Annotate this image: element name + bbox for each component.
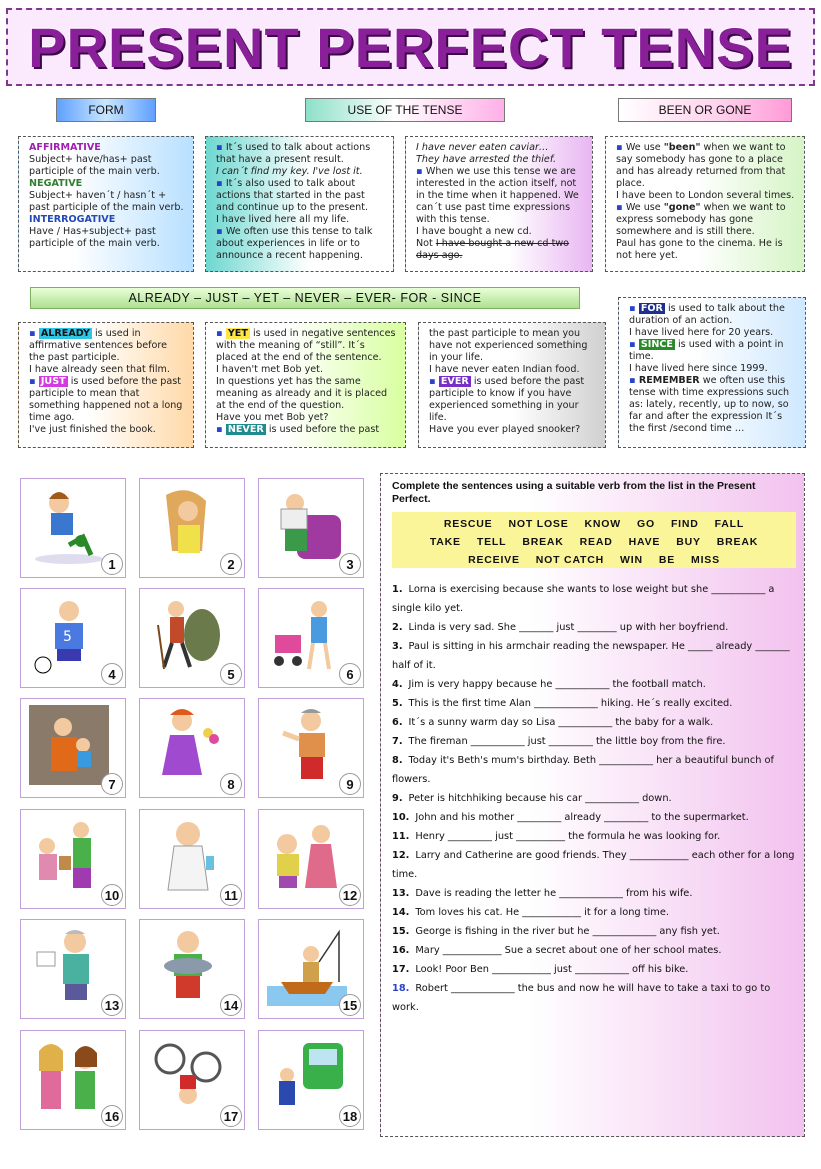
sentence-number: 18. (392, 983, 410, 994)
word: BE (658, 554, 676, 566)
bullet-icon: ▪ (216, 226, 226, 237)
word: HAVE (628, 536, 661, 548)
adverbs-bar: ALREADY – JUST – YET – NEVER – EVER- FOR - SINCE (30, 287, 580, 309)
woman-exercising-icon (29, 485, 109, 565)
sentence-item (392, 922, 796, 941)
been-example: I have been to London several times. (616, 190, 795, 201)
word: BREAK (716, 536, 759, 548)
remember-rule: we often use this tense with time expressions such as: lately, recently, up to now, so far and after the expression It´s the first /second time … (629, 375, 790, 434)
sentence-text[interactable]: Henry _________ just __________ the formula he was looking for. (415, 831, 721, 842)
gone-rule: when we want to express somebody has gone somewhere and is still there. (616, 202, 786, 237)
sentence-number: 11. (392, 831, 410, 842)
ever-example: Have you ever played snooker? (429, 424, 581, 435)
picture-2 (139, 478, 245, 578)
sentence-text[interactable]: It´s a sunny warm day so Lisa ___________ the baby for a walk. (408, 717, 714, 728)
sentence-text[interactable]: Look! Poor Ben ____________ just ___________ off his bike. (415, 964, 689, 975)
use-example-cd: I have bought a new cd. (416, 226, 532, 237)
since-example: I have lived here since 1999. (629, 363, 768, 374)
never-rule: is used before the past (265, 424, 380, 435)
just-rule: is used before the past participle to mean that something happened not a long time ago. (29, 376, 183, 423)
sentence-text[interactable]: Lorna is exercising because she wants to lose weight but she ___________ a single kilo yet. (392, 584, 775, 614)
sentence-number: 15. (392, 926, 410, 937)
already-rule: is used in affirmative sentences before the past participle. (29, 328, 168, 363)
shopping-couple-icon (29, 816, 109, 896)
sentence-text[interactable]: Paul is sitting in his armchair reading the newspaper. He _____ already _______ half of it. (392, 641, 790, 671)
picture-8 (139, 698, 245, 798)
yet-never-box (205, 322, 406, 448)
man-reading-letter-icon (29, 926, 109, 1006)
ever-rule: is used before the past participle to know if you have experienced something in your life. (429, 376, 585, 423)
two-girls-whispering-icon (29, 1037, 109, 1117)
picture-number: 14 (220, 994, 242, 1016)
picture-number: 11 (220, 884, 242, 906)
sentence-item (392, 637, 796, 675)
picture-10 (20, 809, 126, 909)
sentence-text[interactable]: Peter is hitchhiking because his car ___________ down. (408, 793, 672, 804)
picture-grid (20, 478, 364, 1160)
sentence-text[interactable]: John and his mother _________ already _________ to the supermarket. (415, 812, 749, 823)
sentence-item (392, 903, 796, 922)
bullet-icon: ▪ (216, 424, 226, 435)
bullet-icon: ▪ (629, 375, 639, 386)
woman-with-pram-icon (267, 595, 347, 675)
use-box-1 (205, 136, 394, 272)
bullet-icon: ▪ (616, 142, 626, 153)
sentence-number: 7. (392, 736, 403, 747)
sentence-item (392, 884, 796, 903)
picture-number: 8 (220, 773, 242, 795)
word: WIN (620, 554, 643, 566)
word: NOT LOSE (508, 518, 569, 530)
never-tag: NEVER (227, 424, 264, 435)
sentence-number: 12. (392, 850, 410, 861)
sentence-text[interactable]: The fireman ___________ just _________ the little boy from the fire. (408, 736, 726, 747)
sentence-text[interactable]: George is fishing in the river but he _____________ any fish yet. (415, 926, 720, 937)
section-label-been-gone: BEEN OR GONE (618, 98, 792, 122)
picture-5 (139, 588, 245, 688)
been-pre: We use (625, 142, 664, 153)
bullet-icon: ▪ (629, 303, 639, 314)
word: BUY (676, 536, 701, 548)
word-bank-row (392, 518, 796, 530)
picture-9 (258, 698, 364, 798)
remember-keyword: REMEMBER (638, 375, 700, 386)
wrong-example: I have bought a new cd two days ago. (416, 238, 570, 261)
sentence-number: 2. (392, 622, 403, 633)
sentence-item (392, 713, 796, 732)
word-bank-row (392, 554, 796, 566)
never-example: I have never eaten Indian food. (429, 364, 580, 375)
since-tag: SINCE (640, 339, 673, 350)
sentence-text[interactable]: Jim is very happy because he ___________ the football match. (408, 679, 706, 690)
sentence-item (392, 941, 796, 960)
not-label: Not (416, 238, 436, 249)
use-example-2: I have lived here all my life. (216, 214, 350, 225)
use-example-thief: They have arrested the thief. (416, 154, 557, 165)
sentence-number: 4. (392, 679, 403, 690)
scientist-icon (148, 816, 228, 896)
picture-number: 12 (339, 884, 361, 906)
bullet-icon: ▪ (216, 142, 226, 153)
picture-18 (258, 1030, 364, 1130)
word: RECEIVE (468, 554, 520, 566)
interrogative-heading: INTERROGATIVE (29, 214, 116, 225)
already-tag: ALREADY (40, 328, 90, 339)
for-since-box (618, 297, 806, 448)
picture-number: 10 (101, 884, 123, 906)
sentence-text[interactable]: This is the first time Alan _____________ hiking. He´s really excited. (408, 698, 733, 709)
use-example-caviar: I have never eaten caviar… (416, 142, 549, 153)
sentence-item (392, 846, 796, 884)
fireman-icon (29, 705, 109, 785)
sentence-item (392, 675, 796, 694)
affirmative-rule: Subject+ have/has+ past participle of the main verb. (29, 154, 160, 177)
yet-rule: is used in negative sentences with the meaning of “still”. It´s placed at the end of the sentence. (216, 328, 396, 363)
boy-falling-off-bike-icon (148, 1037, 228, 1117)
picture-number: 13 (101, 994, 123, 1016)
sentence-item (392, 618, 796, 637)
since-rule: is used with a point in time. (629, 339, 784, 362)
use-box-2 (405, 136, 593, 272)
sentence-item (392, 979, 796, 1017)
word: KNOW (584, 518, 621, 530)
use-example-1: I can´t find my key. I've lost it. (216, 166, 363, 177)
sentence-number: 14. (392, 907, 410, 918)
girl-with-flowers-icon (148, 705, 228, 785)
ever-tag: EVER (440, 376, 469, 387)
sentence-list (392, 580, 796, 1017)
picture-13 (20, 919, 126, 1019)
sentence-number: 17. (392, 964, 410, 975)
bullet-icon: ▪ (29, 328, 39, 339)
bullet-icon: ▪ (416, 166, 426, 177)
picture-number: 18 (339, 1105, 361, 1127)
word-bank-row (392, 536, 796, 548)
sentence-item (392, 827, 796, 846)
been-rule: when we want to say somebody has gone to a place and has already returned from that place. (616, 142, 786, 189)
sentence-number: 9. (392, 793, 403, 804)
sentence-text[interactable]: Mary ____________ Sue a secret about one of her school mates. (415, 945, 722, 956)
word-bank (392, 512, 796, 568)
section-label-form: FORM (56, 98, 156, 122)
word: TELL (476, 536, 507, 548)
sentence-number: 1. (392, 584, 403, 595)
man-missing-bus-icon (267, 1037, 347, 1117)
use-rule-3: We often use this tense to talk about experiences in life or to announce a recent happening. (216, 226, 373, 261)
just-tag: JUST (40, 376, 66, 387)
sentence-number: 5. (392, 698, 403, 709)
never-rule-continued: the past participle to mean you have not experienced something in your life. (429, 328, 588, 363)
for-example: I have lived here for 20 years. (629, 327, 774, 338)
picture-number: 6 (339, 663, 361, 685)
sentence-item (392, 580, 796, 618)
picture-17 (139, 1030, 245, 1130)
for-tag: FOR (640, 303, 663, 314)
friends-couple-icon (267, 816, 347, 896)
old-man-hitchhiking-icon (267, 705, 347, 785)
picture-number: 1 (101, 553, 123, 575)
picture-number: 17 (220, 1105, 242, 1127)
picture-12 (258, 809, 364, 909)
picture-16 (20, 1030, 126, 1130)
picture-number: 5 (220, 663, 242, 685)
been-gone-box (605, 136, 805, 272)
sentence-item (392, 694, 796, 713)
just-example: I've just finished the book. (29, 424, 156, 435)
for-rule: is used to talk about the duration of an action. (629, 303, 785, 326)
man-reading-newspaper-icon (267, 485, 347, 565)
gone-example: Paul has gone to the cinema. He is not here yet. (616, 238, 783, 261)
word: RESCUE (443, 518, 493, 530)
word: BREAK (522, 536, 564, 548)
sentence-item (392, 808, 796, 827)
sentence-number: 10. (392, 812, 410, 823)
picture-15 (258, 919, 364, 1019)
use-rule-1: It´s used to talk about actions that have a present result. (216, 142, 371, 165)
picture-number: 3 (339, 553, 361, 575)
section-label-use: USE OF THE TENSE (305, 98, 505, 122)
sentence-number: 13. (392, 888, 410, 899)
bullet-icon: ▪ (29, 376, 39, 387)
already-example: I have already seen that film. (29, 364, 170, 375)
sentence-number: 6. (392, 717, 403, 728)
picture-number: 15 (339, 994, 361, 1016)
negative-rule: Subject+ haven´t / hasn´t + past participle of the main verb. (29, 190, 184, 213)
sentence-number: 16. (392, 945, 410, 956)
picture-11 (139, 809, 245, 909)
picture-14 (139, 919, 245, 1019)
picture-6 (258, 588, 364, 688)
word: FIND (670, 518, 699, 530)
word: GO (637, 518, 655, 530)
use-rule-2: It´s also used to talk about actions that started in the past and continue up to the present. (216, 178, 369, 213)
exercise-box (380, 473, 805, 1137)
sentence-item (392, 789, 796, 808)
yet-example: I haven't met Bob yet. (216, 364, 323, 375)
sentence-text[interactable]: Linda is very sad. She _______ just ________ up with her boyfriend. (408, 622, 729, 633)
word: NOT CATCH (535, 554, 605, 566)
sentence-item (392, 960, 796, 979)
bullet-icon: ▪ (429, 376, 439, 387)
sentence-text[interactable]: Robert _____________ the bus and now he will have to take a taxi to go to work. (392, 983, 771, 1013)
yet-tag: YET (227, 328, 248, 339)
picture-number: 7 (101, 773, 123, 795)
picture-number: 9 (339, 773, 361, 795)
been-keyword: "been" (663, 142, 701, 153)
use-rule-time: When we use this tense we are interested in the action itself, not in the time when it happened. We can´t use past time expressions with this tense. (416, 166, 579, 225)
already-just-box (18, 322, 194, 448)
exercise-instruction: Complete the sentences using a suitable verb from the list in the Present Perfect. (392, 480, 756, 505)
sentence-text[interactable]: Tom loves his cat. He ____________ it for a long time. (415, 907, 669, 918)
sentence-text[interactable]: Larry and Catherine are good friends. They ____________ each other for a long time. (392, 850, 795, 880)
gone-keyword: "gone" (663, 202, 701, 213)
bullet-icon: ▪ (616, 202, 626, 213)
ever-box (418, 322, 606, 448)
picture-number: 2 (220, 553, 242, 575)
form-box (18, 136, 194, 272)
sentence-text[interactable]: Dave is reading the letter he _____________ from his wife. (415, 888, 693, 899)
picture-4 (20, 588, 126, 688)
picture-number: 4 (101, 663, 123, 685)
sad-girl-icon (148, 485, 228, 565)
bullet-icon: ▪ (216, 178, 226, 189)
man-with-cat-icon (148, 926, 228, 1006)
picture-7 (20, 698, 126, 798)
bullet-icon: ▪ (629, 339, 639, 350)
svg-text:5: 5 (63, 629, 72, 645)
negative-heading: NEGATIVE (29, 178, 83, 189)
word: READ (579, 536, 613, 548)
page-title: PRESENT PERFECT TENSE (28, 15, 793, 79)
word: FALL (714, 518, 745, 530)
sentence-text[interactable]: Today it's Beth's mum's birthday. Beth ___________ her a beautiful bunch of flowers. (392, 755, 774, 785)
interrogative-rule: Have / Has+subject+ past participle of the main verb. (29, 226, 160, 249)
sentence-item (392, 732, 796, 751)
gone-pre: We use (625, 202, 664, 213)
word: MISS (691, 554, 720, 566)
sentence-number: 8. (392, 755, 403, 766)
picture-3 (258, 478, 364, 578)
hiker-icon (148, 595, 228, 675)
picture-number: 16 (101, 1105, 123, 1127)
yet-question-example: Have you met Bob yet? (216, 412, 329, 423)
yet-question-rule: In questions yet has the same meaning as already and it is placed at the end of the question. (216, 376, 388, 411)
picture-1 (20, 478, 126, 578)
bullet-icon: ▪ (216, 328, 226, 339)
sentence-number: 3. (392, 641, 403, 652)
fisherman-icon (267, 926, 347, 1006)
sentence-item (392, 751, 796, 789)
affirmative-heading: AFFIRMATIVE (29, 142, 101, 153)
word: TAKE (429, 536, 461, 548)
football-boy-icon (29, 595, 109, 675)
